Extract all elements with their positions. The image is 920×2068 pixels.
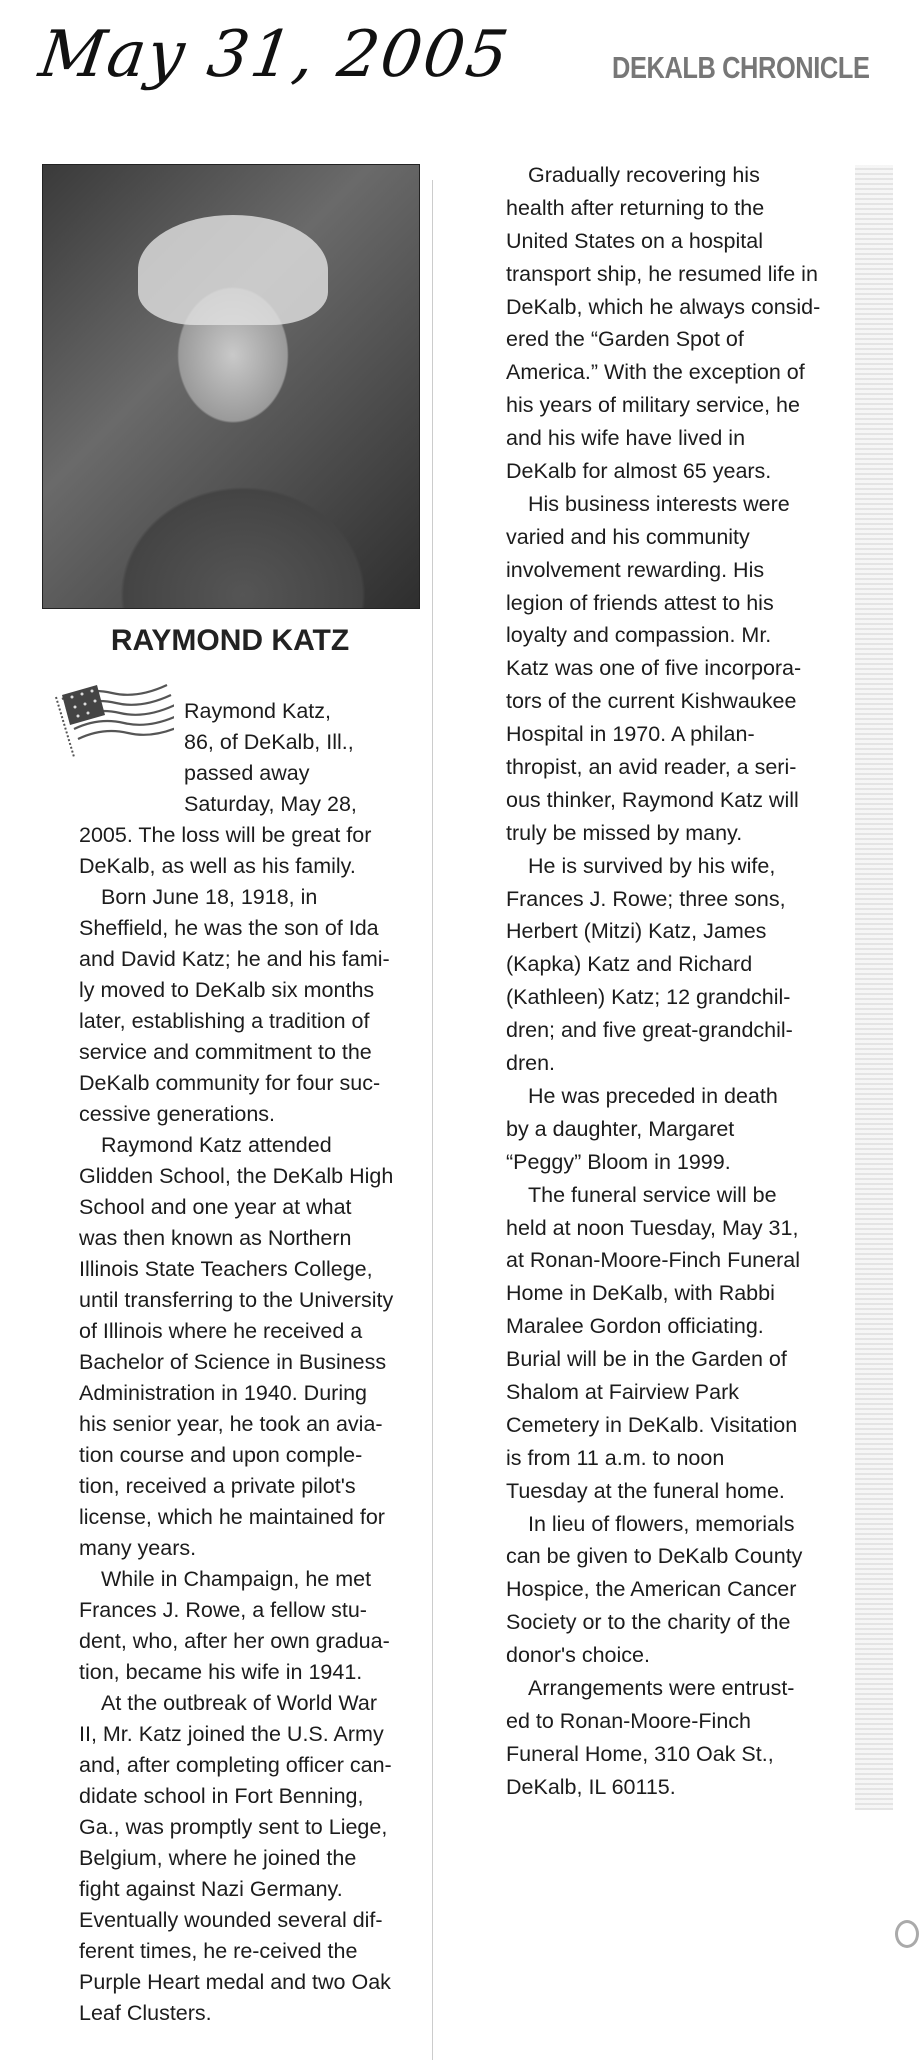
portrait-photo — [42, 164, 420, 609]
text-line: loyalty and compassion. Mr. — [506, 623, 772, 648]
obituary-right-column — [506, 159, 820, 1804]
text-line: America.” With the exception of — [506, 360, 805, 385]
binder-hole-mark — [895, 1920, 919, 1948]
text-line: ered the “Garden Spot of — [506, 327, 744, 352]
text-line: later, establishing a tradition of — [79, 1009, 370, 1033]
text-line: Raymond Katz, — [184, 699, 331, 723]
text-line: and, after completing officer can- — [79, 1753, 392, 1777]
text-line: He was preceded in death — [528, 1083, 778, 1108]
text-line: truly be missed by many. — [506, 820, 743, 845]
text-line: Funeral Home, 310 Oak St., — [506, 1741, 774, 1766]
text-line: DeKalb, IL 60115. — [506, 1774, 676, 1799]
text-line: Belgium, where he joined the — [79, 1846, 357, 1870]
text-line: is from 11 a.m. to noon — [506, 1445, 725, 1470]
text-line: Shalom at Fairview Park — [506, 1379, 739, 1404]
text-line: ly moved to DeKalb six months — [79, 978, 375, 1002]
text-line: At the outbreak of World War — [101, 1691, 378, 1715]
text-line: DeKalb, which he always consid- — [506, 294, 821, 319]
text-line: ed to Ronan-Moore-Finch — [506, 1708, 751, 1733]
text-line: passed away — [184, 761, 310, 785]
text-line: of Illinois where he received a — [79, 1319, 363, 1343]
text-line: his years of military service, he — [506, 393, 800, 418]
text-line: varied and his community — [506, 524, 750, 549]
text-line: Maralee Gordon officiating. — [506, 1314, 764, 1339]
text-line: Cemetery in DeKalb. Visitation — [506, 1412, 798, 1437]
handwritten-date: May 31, 2005 — [34, 18, 515, 92]
text-line: His business interests were — [528, 491, 790, 516]
text-line: Leaf Clusters. — [79, 2001, 212, 2025]
text-line: School and one year at what — [79, 1195, 352, 1219]
obituary-left-column — [79, 696, 393, 2029]
text-line: tors of the current Kishwaukee — [506, 689, 797, 714]
text-line: thropist, an avid reader, a seri- — [506, 755, 797, 780]
text-line: cessive generations. — [79, 1102, 275, 1126]
text-line: dren; and five great-grandchil- — [506, 1018, 793, 1043]
text-line: involvement rewarding. His — [506, 557, 765, 582]
text-line: 2005. The loss will be great for — [79, 823, 372, 847]
text-line: Gradually recovering his — [528, 163, 760, 187]
text-line: held at noon Tuesday, May 31, — [506, 1215, 799, 1240]
text-line: Frances J. Rowe; three sons, — [506, 886, 786, 911]
text-line: Frances J. Rowe, a fellow stu- — [79, 1598, 367, 1622]
text-line: was then known as Northern — [79, 1226, 352, 1250]
text-line: Burial will be in the Garden of — [506, 1347, 787, 1372]
text-line: ous thinker, Raymond Katz will — [506, 787, 799, 812]
text-line: and David Katz; he and his fami- — [79, 947, 390, 971]
text-line: until transferring to the University — [79, 1288, 394, 1312]
text-line: Herbert (Mitzi) Katz, James — [506, 919, 767, 944]
text-line: Hospice, the American Cancer — [506, 1577, 797, 1602]
text-line: fight against Nazi Germany. — [79, 1877, 343, 1901]
text-line: legion of friends attest to his — [506, 590, 774, 615]
text-line: While in Champaign, he met — [101, 1567, 372, 1591]
text-line: In lieu of flowers, memorials — [528, 1511, 795, 1536]
text-line: Bachelor of Science in Business — [79, 1350, 387, 1374]
text-line: dent, who, after her own gradua- — [79, 1629, 390, 1653]
text-line: “Peggy” Bloom in 1999. — [506, 1149, 731, 1174]
text-line: and his wife have lived in — [506, 426, 746, 451]
clipping-edge-shading — [855, 165, 893, 1810]
text-line: license, which he maintained for — [79, 1505, 385, 1529]
text-line: Purple Heart medal and two Oak — [79, 1970, 391, 1994]
text-line: tion course and upon comple- — [79, 1443, 363, 1467]
text-line: ferent times, he re-ceived the — [79, 1939, 358, 1963]
text-line: Born June 18, 1918, in — [101, 885, 318, 909]
text-line: can be given to DeKalb County — [506, 1544, 803, 1569]
text-line: Hospital in 1970. A philan- — [506, 722, 755, 747]
newspaper-name: DEKALB CHRONICLE — [612, 50, 870, 85]
text-line: Home in DeKalb, with Rabbi — [506, 1281, 775, 1306]
text-line: Ga., was promptly sent to Liege, — [79, 1815, 388, 1839]
text-line: tion, received a private pilot's — [79, 1474, 356, 1498]
text-line: United States on a hospital — [506, 228, 763, 253]
text-line: health after returning to the — [506, 195, 765, 220]
text-line: 86, of DeKalb, Ill., — [184, 730, 354, 754]
text-line: Eventually wounded several dif- — [79, 1908, 383, 1932]
text-line: Katz was one of five incorpora- — [506, 656, 802, 681]
text-line: He is survived by his wife, — [528, 853, 776, 878]
text-line: Saturday, May 28, — [184, 792, 357, 816]
text-line: tion, became his wife in 1941. — [79, 1660, 363, 1684]
text-line: (Kapka) Katz and Richard — [506, 952, 753, 977]
portrait-highlight — [138, 215, 328, 325]
text-line: his senior year, he took an avia- — [79, 1412, 383, 1436]
text-line: Sheffield, he was the son of Ida — [79, 916, 379, 940]
text-line: donor's choice. — [506, 1643, 650, 1668]
text-line: transport ship, he resumed life in — [506, 261, 818, 286]
text-line: dren. — [506, 1051, 556, 1076]
column-divider — [432, 180, 433, 2060]
text-line: The funeral service will be — [528, 1182, 777, 1207]
text-line: DeKalb, as well as his family. — [79, 854, 356, 878]
text-line: at Ronan-Moore-Finch Funeral — [506, 1248, 800, 1273]
text-line: Illinois State Teachers College, — [79, 1257, 373, 1281]
text-line: by a daughter, Margaret — [506, 1116, 735, 1141]
text-line: Arrangements were entrust- — [528, 1675, 795, 1700]
text-line: (Kathleen) Katz; 12 grandchil- — [506, 985, 791, 1010]
text-line: Tuesday at the funeral home. — [506, 1478, 785, 1503]
text-line: many years. — [79, 1536, 197, 1560]
obituary-name-heading: RAYMOND KATZ — [110, 624, 350, 657]
text-line: DeKalb community for four suc- — [79, 1071, 381, 1095]
text-line: Raymond Katz attended — [101, 1133, 332, 1157]
text-line: service and commitment to the — [79, 1040, 372, 1064]
text-line: II, Mr. Katz joined the U.S. Army — [79, 1722, 384, 1746]
text-line: DeKalb for almost 65 years. — [506, 459, 772, 484]
text-line: Society or to the charity of the — [506, 1610, 791, 1635]
text-line: Glidden School, the DeKalb High — [79, 1164, 394, 1188]
text-line: didate school in Fort Benning, — [79, 1784, 364, 1808]
text-line: Administration in 1940. During — [79, 1381, 368, 1405]
